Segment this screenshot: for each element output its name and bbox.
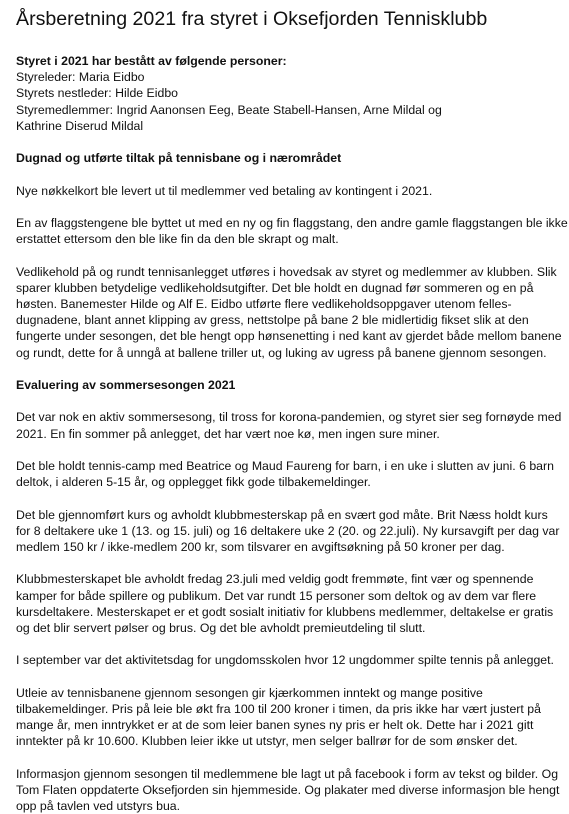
paragraph-line: Vedlikehold på og rundt tennisanlegget utføres i hovedsak av styret og medlemmer av klubben. Slik <box>16 264 557 279</box>
paragraph-line: medlem 150 kr / ikke-medlem 200 kr, som tilsvarer en avgiftsøkning på 50 kroner per dag. <box>16 539 505 554</box>
paragraph-line: kamper for både spillere og publikum. Det var rundt 15 personer som deltok og av dem var flere <box>16 588 537 603</box>
paragraph-line: Klubbmesterskapet ble avholdt fredag 23.juli med veldig godt fremmøte, fint vær og spennende <box>16 572 534 587</box>
paragraph-line: fungerte under sesongen, det ble hengt opp hønsenetting i ned kant av gjerdet både mellom banene <box>16 329 562 344</box>
paragraph-line: Det var nok en aktiv sommersesong, til tross for korona-pandemien, og styret sier seg fornøyde med <box>16 410 562 425</box>
paragraph-line: for 8 deltakere uke 1 (13. og 15. juli) og 16 deltakere uke 2 (20. og 22.juli). Ny kursavgift per dag var <box>16 523 560 538</box>
paragraph-line: Nye nøkkelkort ble levert ut til medlemmer ved betaling av kontingent i 2021. <box>16 183 433 198</box>
paragraph-line: En av flaggstengene ble byttet ut med en ny og fin flaggstang, den andre gamle flaggstangen ble ikke <box>16 215 568 230</box>
paragraph-line: og rundt, dette for å unngå at ballene triller ut, og luking av ugress på banene gjennom sesongen. <box>16 345 547 360</box>
dugnad-heading: Dugnad og utførte tiltak på tennisbane og i nærområdet <box>16 151 342 166</box>
paragraph-line: og det blir servert pølser og brus. Og det ble avholdt premieutdeling til slutt. <box>16 620 426 635</box>
evaluering-heading: Evaluering av sommersesongen 2021 <box>16 377 236 392</box>
board-members-line: Kathrine Diserud Mildal <box>16 118 144 133</box>
board-leader: Styreleder: Maria Eidbo <box>16 70 145 85</box>
paragraph-line: deltok, i alderen 5-15 år, og opplegget fikk gode tilbakemeldinger. <box>16 475 371 490</box>
paragraph-line: opp på tavlen ved utstyrs bua. <box>16 799 181 814</box>
paragraph-line: mange år, men inntrykket er at de som leier banen synes ny pris er helt ok. Dette har i 2021 gitt <box>16 718 534 733</box>
evaluering-section <box>16 377 561 814</box>
paragraph-line: Tom Flaten oppdaterte Oksefjorden sin hjemmeside. Og plakater med diverse informasjon ble hengt <box>16 782 560 797</box>
paragraph-line: tilbakemeldinger. Pris på leie ble økt fra 100 til 200 kroner i timen, da pris ikke har vært justert på <box>16 701 541 716</box>
board-section <box>16 53 561 134</box>
paragraph-line: dugnadene, blant annet klipping av gress, nettstolpe på bane 2 ble midlertidig fikset slik at den <box>16 313 529 328</box>
paragraph-line: sparer klubben betydelige vedlikeholdsutgifter. Det ble holdt en dugnad før sommeren og en på <box>16 280 534 295</box>
paragraph-line: kursdeltakere. Mesterskapet er et godt sosialt initiativ for klubbens medlemmer, deltakelse er gratis <box>16 604 554 619</box>
board-deputy: Styrets nestleder: Hilde Eidbo <box>16 86 178 101</box>
paragraph-line: Informasjon gjennom sesongen til medlemmene ble lagt ut på facebook i form av tekst og bilder. Og <box>16 766 559 781</box>
document <box>16 6 568 814</box>
paragraph-line: Det ble holdt tennis-camp med Beatrice og Maud Faureng for barn, i en uke i slutten av juni. 6 barn <box>16 458 554 473</box>
paragraph-line: Det ble gjennomført kurs og avholdt klubbmesterskap på en svært god måte. Brit Næss holdt kurs <box>16 507 548 522</box>
document-title: Årsberetning 2021 fra styret i Oksefjorden Tennisklubb <box>16 8 488 30</box>
paragraph-line: høsten. Banemester Hilde og Alf E. Eidbo utførte flere vedlikeholdsoppgaver utenom felles- <box>16 296 512 311</box>
board-heading: Styret i 2021 har bestått av følgende personer: <box>16 54 287 68</box>
paragraph-line: I september var det aktivitetsdag for ungdomsskolen hvor 12 ungdommer spilte tennis på anlegget. <box>16 653 554 668</box>
paragraph-line: erstattet ettersom den ble like fin da den ble skrapt og malt. <box>16 232 339 247</box>
paragraph-line: Utleie av tennisbanene gjennom sesongen gir kjærkommen inntekt og mange positive <box>16 685 483 700</box>
paragraph-line: 2021. En fin sommer på anlegget, det har vært noe kø, men ingen sure miner. <box>16 426 440 441</box>
board-members-line: Styremedlemmer: Ingrid Aanonsen Eeg, Beate Stabell-Hansen, Arne Mildal og <box>16 102 442 117</box>
dugnad-section <box>16 150 568 361</box>
paragraph-line: inntekter på kr 10.600. Klubben leier ikke ut utstyr, men selger ballrør for de som ønsker det. <box>16 734 518 749</box>
